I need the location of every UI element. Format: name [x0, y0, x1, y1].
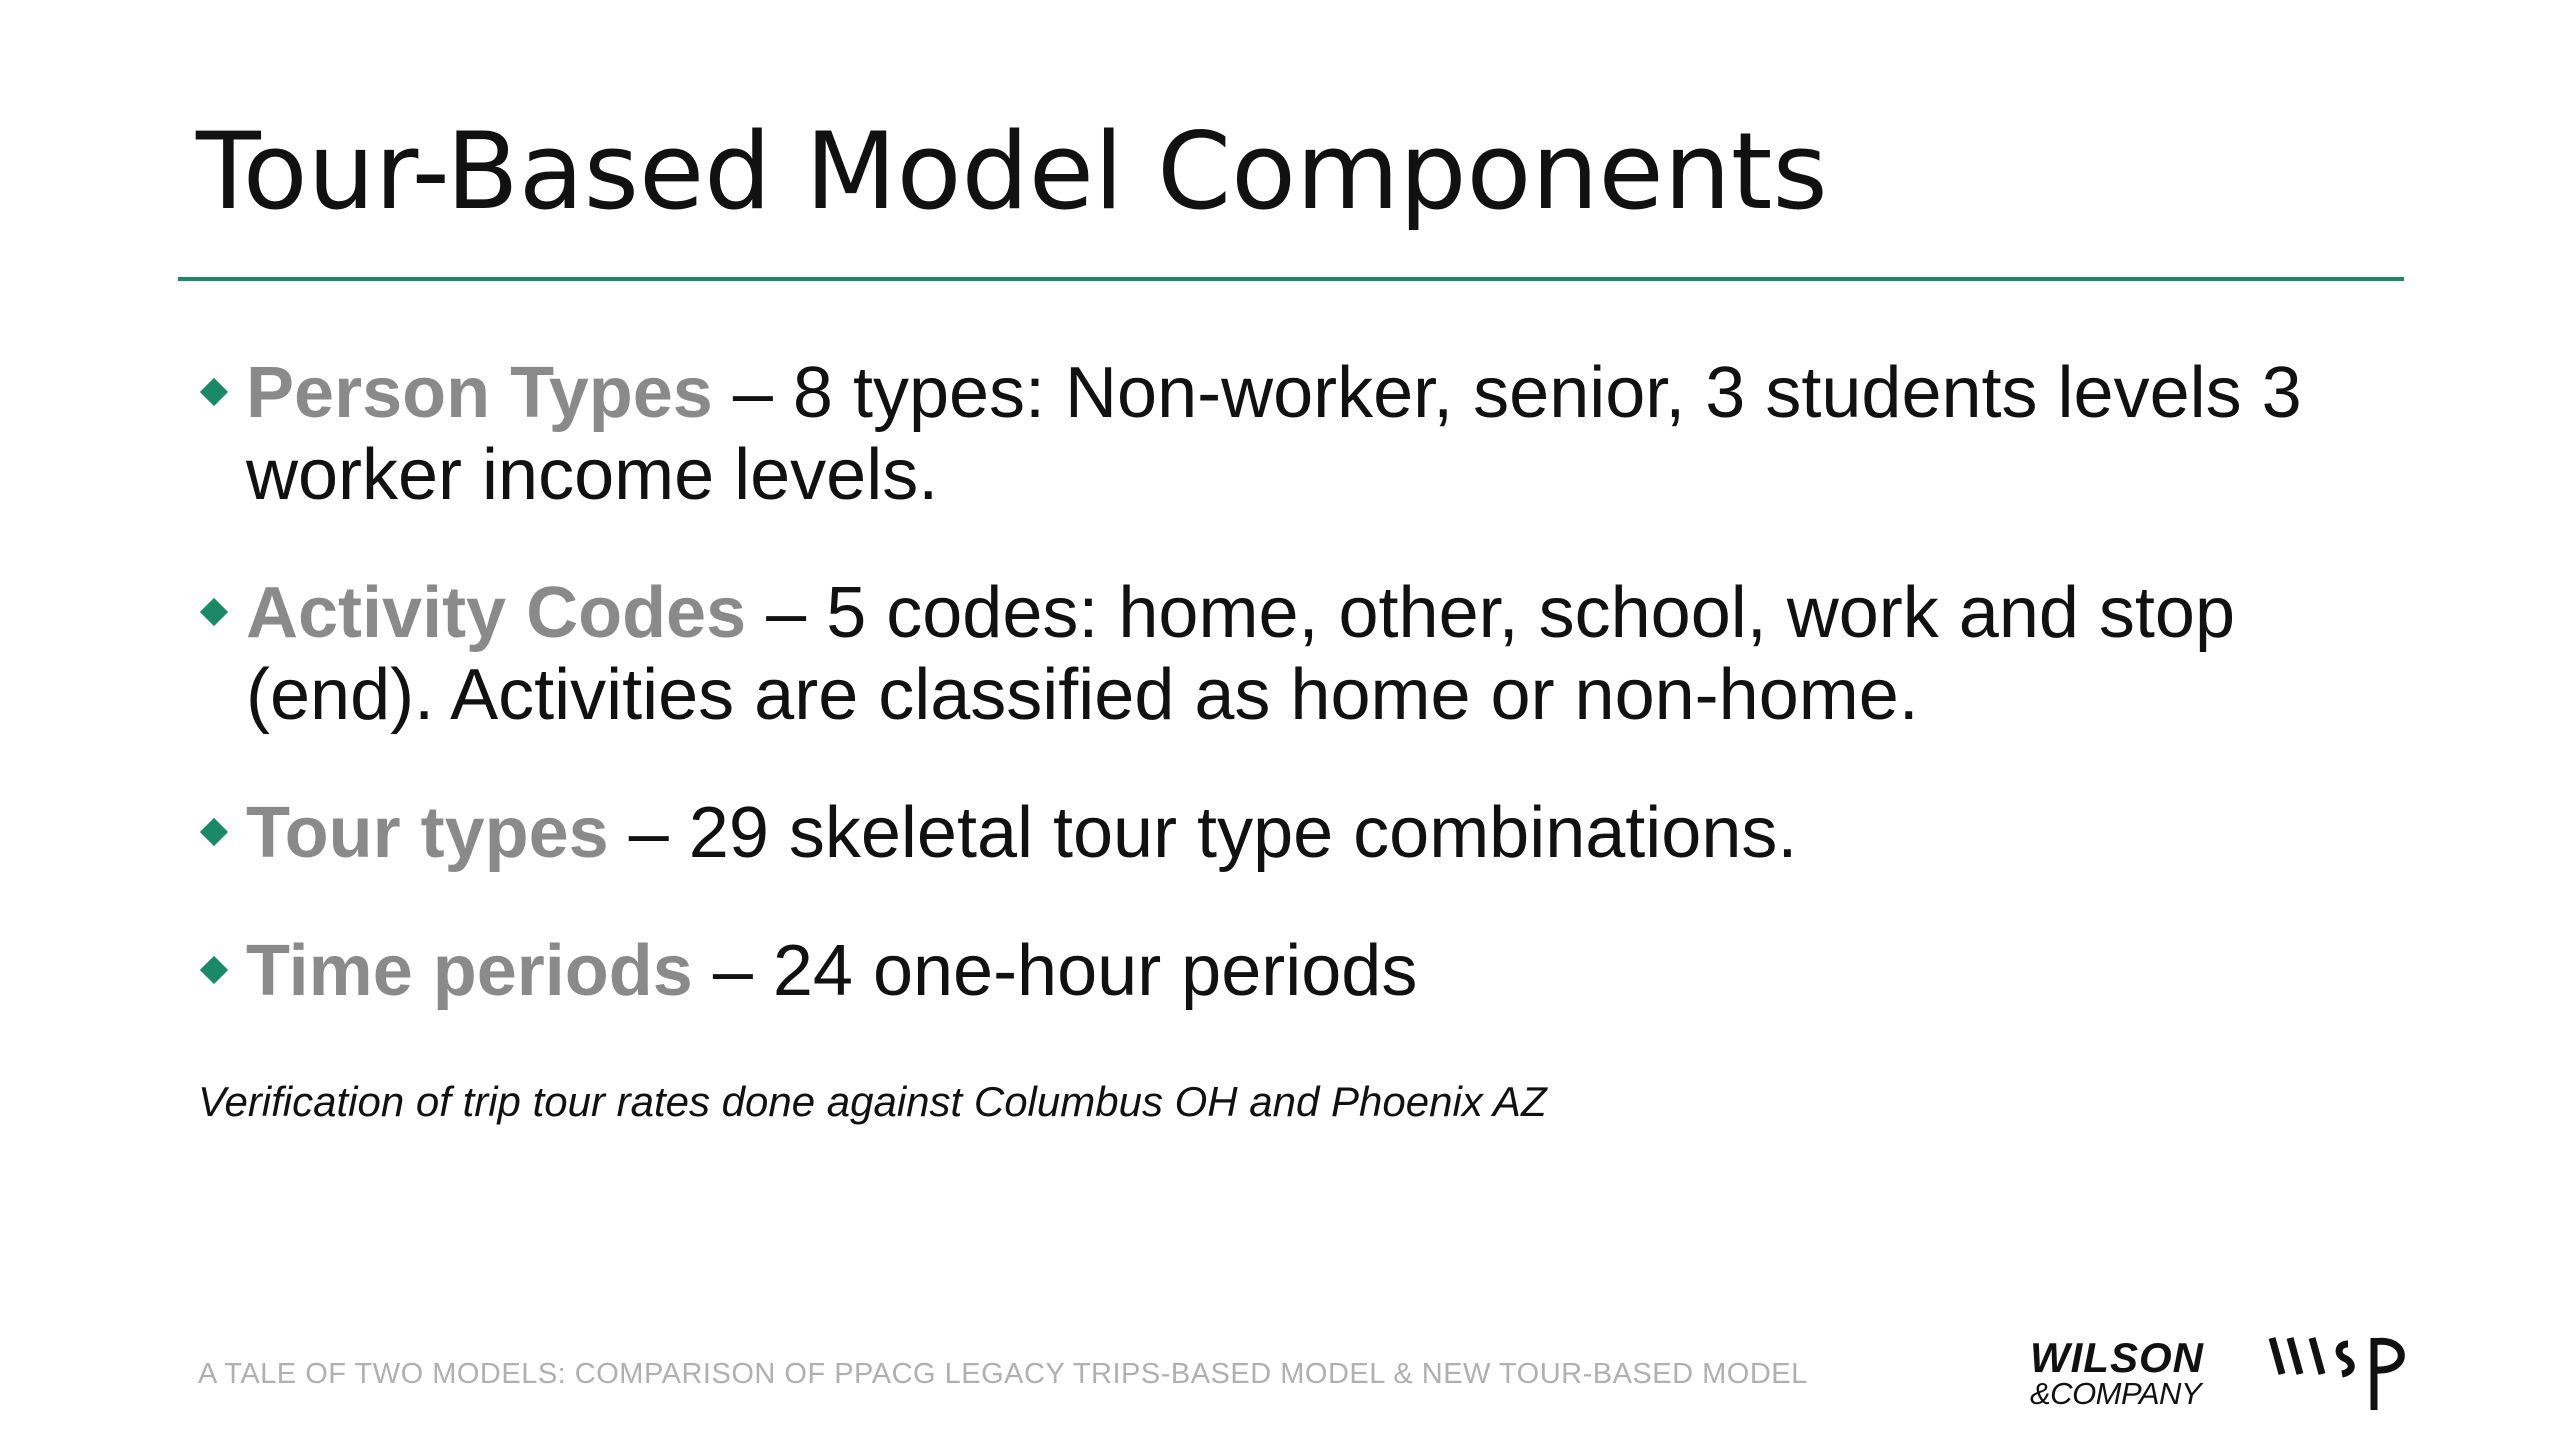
bullet-term: Tour types: [246, 793, 609, 873]
diamond-bullet-icon: [200, 818, 228, 846]
bullet-text: – 29 skeletal tour type combinations.: [608, 793, 1798, 873]
bullet-text: – 8 types: Non-worker, senior, 3 students levels 3 worker income levels.: [246, 353, 2302, 515]
slide-title: Tour-Based Model Components: [196, 110, 1828, 233]
wilson-logo-line2: &COMPANY: [2030, 1376, 2202, 1411]
title-divider: [178, 277, 2404, 281]
wilson-company-logo: [2030, 1334, 2230, 1411]
bullet-term: Person Types: [246, 353, 713, 433]
bullet-text: – 5 codes: home, other, school, work and stop (end). Activities are classified as home or non-home.: [246, 573, 2236, 735]
bullet-tour-types: [196, 792, 2426, 874]
bullet-text: – 24 one-hour periods: [692, 931, 1418, 1011]
verification-note: Verification of trip tour rates done against Columbus OH and Phoenix AZ: [198, 1078, 1547, 1125]
bullet-term: Activity Codes: [246, 573, 747, 653]
bullet-time-periods: [196, 930, 2426, 1012]
wilson-logo-line1: WILSON: [2030, 1334, 2204, 1381]
bullet-person-types: [196, 352, 2426, 516]
wsp-logo: [2268, 1330, 2418, 1414]
diamond-bullet-icon: [200, 378, 228, 406]
diamond-bullet-icon: [200, 956, 228, 984]
diamond-bullet-icon: [200, 598, 228, 626]
bullet-activity-codes: [196, 572, 2426, 736]
footer-caption: A TALE OF TWO MODELS: COMPARISON OF PPACG LEGACY TRIPS-BASED MODEL & NEW TOUR-BASED MODEL: [198, 1358, 1808, 1390]
bullet-term: Time periods: [246, 931, 693, 1011]
bullet-list: [196, 352, 2426, 1068]
